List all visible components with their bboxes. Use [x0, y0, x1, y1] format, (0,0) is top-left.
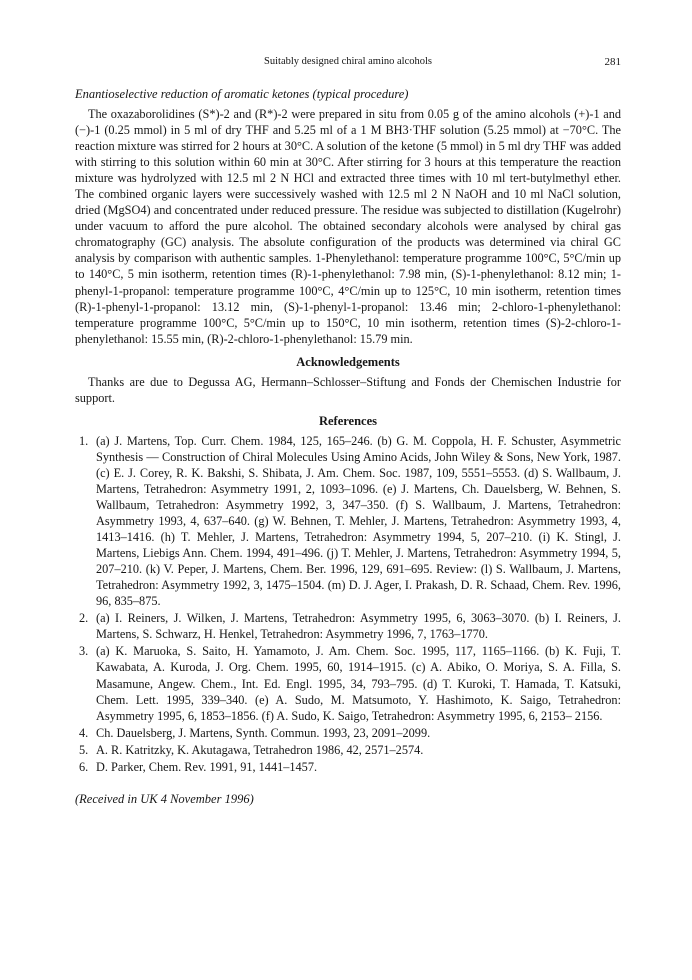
reference-text: D. Parker, Chem. Rev. 1991, 91, 1441–1457. — [96, 759, 318, 774]
reference-item — [75, 742, 621, 758]
references-heading: References — [318, 413, 378, 428]
reference-number: 2. — [79, 611, 89, 626]
received-date: (Received in UK 4 November 1996) — [75, 791, 254, 806]
reference-text: (a) I. Reiners, J. Wilken, J. Martens, Tetrahedron: Asymmetry 1995, 6, 3063–3070. (b) I. Reiners, J. Martens, S. Schwarz, H. Henkel, Tetrahedron: Asymmetry 1996, 7, 1763–1770. — [96, 611, 621, 642]
acknowledgements-text: Thanks are due to Degussa AG, Hermann–Schlosser–Stiftung and Fonds der Chemischen Industrie for support. — [75, 374, 621, 405]
reference-number: 4. — [79, 725, 89, 740]
references-list — [75, 433, 621, 775]
running-title: Suitably designed chiral amino alcohols — [264, 56, 432, 67]
reference-item — [75, 643, 621, 723]
reference-item — [75, 433, 621, 610]
reference-item — [75, 759, 621, 775]
reference-number: 5. — [79, 742, 89, 757]
page-content — [75, 86, 621, 807]
reference-text: (a) K. Maruoka, S. Saito, H. Yamamoto, J. Am. Chem. Soc. 1995, 117, 1165–1166. (b) K. Fuji, T. Kawabata, A. Kuroda, J. Org. Chem. 1995, 60, 1914–1915. (c) A. Abiko, O. Moriya, S. A. Filla, S. Masamune, Angew. Chem., Int. Ed. Engl. 1995, 34, 793–795. (d) T. Kuroki, T. Hamada, T. Katsuki, Chem. Lett. 1995, 339–340. (e) A. Sudo, M. Matsumoto, Y. Hashimoto, K. Saigo, Tetrahedron: Asymmetry 1995, 6, 1853–1856. (f) A. Sudo, K. Saigo, Tetrahedron: Asymmetry 1995, 6, 2153– 2156. — [96, 644, 621, 723]
reference-number: 1. — [79, 433, 89, 448]
page-number: 281 — [604, 56, 621, 68]
reference-text: Ch. Dauelsberg, J. Martens, Synth. Commun. 1993, 23, 2091–2099. — [96, 725, 431, 740]
reference-item — [75, 725, 621, 741]
procedure-paragraph: The oxazaborolidines (S*)-2 and (R*)-2 were prepared in situ from 0.05 g of the amino alcohols (+)-1 and (−)-1 (0.25 mmol) in 5 ml of dry THF and 5.25 ml of a 1 M BH3·THF solution (5.25 mmol) at −70°C. The reaction mixture was stirred for 2 hours at 30°C. A solution of the ketone (5 mmol) in 5 ml dry THF was added with stirring to this solution within 60 min at 30°C. After stirring for 3 hours at this temperature the reaction mixture was hydrolyzed with 12.5 ml 2 N HCl and extracted three times with 10 ml tert-butylmethyl ether. The combined organic layers were successively washed with 12.5 ml 2 N NaOH and 10 ml NaCl solution, dried (MgSO4) and concentrated under reduced pressure. The residue was subjected to distillation (Kugelrohr) under vacuum to afford the pure alcohol. The obtained secondary alcohols were analysed by chiral gas chromatography (GC) analysis. The absolute configuration of the products was determined via chiral GC analysis by comparison with authentic samples. 1-Phenylethanol: temperature programme 100°C, 5°C/min up to 140°C, 5 min isotherm, retention times (R)-1-phenylethanol: 7.98 min, (S)-1-phenylethanol: 8.12 min; 1-phenyl-1-propanol: temperature programme 100°C, 4°C/min up to 125°C, 10 min isotherm, retention times (R)-1-phenyl-1-propanol: 13.12 min, (S)-1-phenyl-1-propanol: 13.46 min; 2-chloro-1-phenylethanol: temperature programme 100°C, 5°C/min up to 150°C, 10 min isotherm, retention times (S)-2-chloro-1-phenylethanol: 15.55 min, (R)-2-chloro-1-phenylethanol: 15.79 min. — [75, 107, 622, 346]
reference-text: A. R. Katritzky, K. Akutagawa, Tetrahedron 1986, 42, 2571–2574. — [96, 742, 424, 757]
running-head — [75, 56, 621, 70]
reference-number: 3. — [79, 644, 89, 659]
reference-number: 6. — [79, 759, 89, 774]
procedure-title: Enantioselective reduction of aromatic ketones (typical procedure) — [75, 87, 409, 101]
reference-item — [75, 610, 621, 642]
acknowledgements-heading: Acknowledgements — [296, 354, 400, 369]
reference-text: (a) J. Martens, Top. Curr. Chem. 1984, 125, 165–246. (b) G. M. Coppola, H. F. Schuster, Asymmetric Synthesis — Construction of Chiral Molecules Using Amino Acids, John Wiley & Sons, New York, 1987. (c) E. J. Corey, R. K. Bakshi, S. Shibata, J. Am. Chem. Soc. 1987, 109, 5551–5553. (d) S. Wallbaum, J. Martens, Tetrahedron: Asymmetry 1991, 2, 1093–1096. (e) J. Martens, Ch. Dauelsberg, W. Behnen, S. Wallbaum, Tetrahedron: Asymmetry 1992, 3, 347–350. (f) S. Wallbaum, J. Martens, Tetrahedron: Asymmetry 1993, 4, 637–640. (g) W. Behnen, T. Mehler, J. Martens, Tetrahedron: Asymmetry 1993, 4, 1413–1416. (h) T. Mehler, J. Martens, Tetrahedron: Asymmetry 1994, 5, 207–210. (i) K. Stingl, J. Martens, Liebigs Ann. Chem. 1994, 491–496. (j) T. Mehler, J. Martens, Tetrahedron: Asymmetry 1994, 5, 207–210. (k) V. Peper, J. Martens, Chem. Ber. 1996, 129, 691–695. Review: (l) S. Wallbaum, J. Martens, Tetrahedron: Asymmetry 1992, 3, 1475–1504. (m) D. J. Ager, I. Prakash, D. R. Schaad, Chem. Rev. 1996, 96, 835–875. — [96, 433, 621, 609]
